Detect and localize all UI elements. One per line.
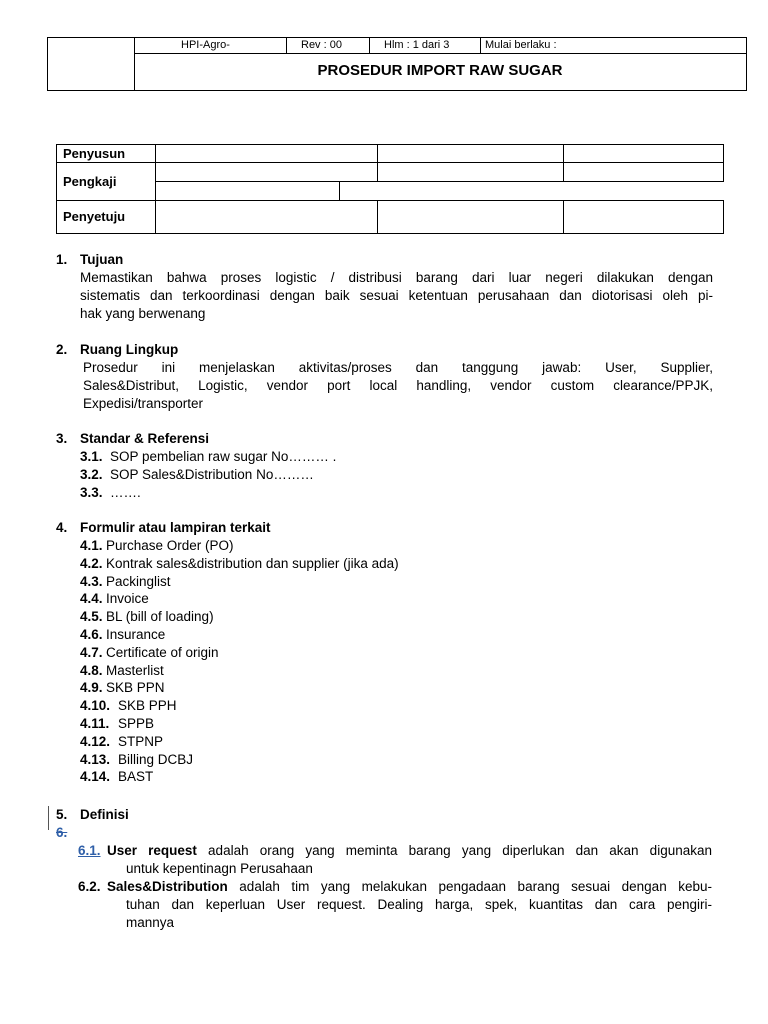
section-2-title: Ruang Lingkup: [80, 342, 179, 357]
section-2-body: [83, 359, 713, 412]
list-item: 3.1. SOP pembelian raw sugar No……… .: [80, 449, 337, 464]
page-title: PROSEDUR IMPORT RAW SUGAR: [317, 62, 563, 79]
list-item: 3.2. SOP Sales&Distribution No………: [80, 466, 314, 482]
definition-2-number: 6.2.: [78, 879, 101, 894]
penyusun-date-cell: [563, 144, 724, 163]
section-2-line-3: Expedisi/transporter: [83, 395, 204, 411]
list-item: 4.10. SKB PPH: [80, 698, 177, 714]
pengkaji-name-cell-2: [155, 181, 340, 201]
section-1-line-1: Memastikan bahwa proses logistic / distribusi barang dari luar negeri dilakukan dengan: [80, 270, 713, 285]
section-2-line-1: Prosedur ini menjelaskan aktivitas/proses dan tanggung jawab: User, Supplier,: [83, 360, 713, 375]
definition-1-line-2: untuk kepentinagn Perusahaan: [126, 861, 313, 876]
list-item: 4.7. Certificate of origin: [80, 644, 219, 660]
approval-table: [56, 144, 724, 234]
pengkaji-sign-cell: [377, 162, 564, 182]
penyetuju-name-cell: [155, 200, 378, 234]
definition-1-line-1: User request adalah orang yang meminta barang yang diperlukan dan akan digunakan: [107, 843, 712, 858]
section-1-line-2: sistematis dan terkoordinasi dengan baik sesuai ketentuan perusahaan dan diotorisasi oleh pi-: [80, 287, 713, 303]
list-item: 3.3. …….: [80, 484, 141, 500]
penyetuju-date-cell: [563, 200, 724, 234]
company-code: HPI-Agro-: [181, 39, 230, 51]
section-1-title: Tujuan: [80, 252, 124, 267]
penyusun-label: Penyusun: [56, 144, 156, 163]
definition-2-line-1: Sales&Distribution adalah tim yang melakukan pengadaan barang sesuai dengan kebu-: [107, 879, 712, 894]
list-item: 4.13. Billing DCBJ: [80, 751, 194, 767]
document-header: [47, 37, 747, 91]
penyusun-name-cell: [155, 144, 378, 163]
list-item: 4.8. Masterlist: [80, 662, 164, 678]
section-3-title: Standar & Referensi: [80, 431, 210, 446]
list-item: 4.12. STPNP: [80, 733, 164, 749]
section-5-number: 5.: [56, 807, 68, 822]
section-3-list: [80, 448, 700, 501]
definition-1-number: 6.1.: [78, 843, 101, 858]
revision-bar: [48, 806, 49, 830]
page-number: Hlm : 1 dari 3: [369, 38, 449, 53]
section-1-number: 1.: [56, 252, 68, 267]
effective-date: Mulai berlaku :: [480, 38, 557, 53]
penyetuju-sign-cell: [377, 200, 564, 234]
revision: Rev : 00: [286, 38, 342, 53]
header-meta-row: [134, 38, 746, 54]
list-item: 4.11. SPPB: [80, 715, 155, 731]
list-item: 4.2. Kontrak sales&distribution dan supplier (jika ada): [80, 555, 399, 571]
list-item: 4.1. Purchase Order (PO): [80, 538, 234, 553]
pengkaji-label: Pengkaji: [56, 162, 156, 201]
list-item: 4.5. BL (bill of loading): [80, 609, 214, 625]
pengkaji-extra-cell: [339, 181, 724, 201]
definition-2-line-2: tuhan dan keperluan User request. Dealing harga, spek, kuantitas dan cara pengiri-: [126, 897, 712, 912]
list-item: 4.3. Packinglist: [80, 573, 171, 589]
pengkaji-date-cell: [563, 162, 724, 182]
section-2-line-2: Sales&Distribut, Logistic, vendor port local handling, vendor custom clearance/PPJK,: [83, 377, 713, 393]
list-item: 4.9. SKB PPN: [80, 680, 165, 696]
section-3-number: 3.: [56, 431, 68, 446]
pengkaji-name-cell: [155, 162, 378, 182]
section-4-list: [80, 537, 700, 786]
penyetuju-label: Penyetuju: [56, 200, 156, 234]
section-4-title: Formulir atau lampiran terkait: [80, 520, 271, 535]
logo-cell: [48, 38, 135, 90]
section-5-title: Definisi: [80, 807, 129, 822]
section-1-body: [80, 269, 713, 322]
list-item: 4.6. Insurance: [80, 626, 166, 642]
section-2-number: 2.: [56, 342, 68, 357]
definition-2-line-3: mannya: [126, 915, 175, 930]
section-1-line-3: hak yang berwenang: [80, 305, 206, 321]
deleted-number: 6.: [56, 825, 68, 840]
list-item: 4.4. Invoice: [80, 591, 149, 607]
section-4-number: 4.: [56, 520, 68, 535]
list-item: 4.14. BAST: [80, 769, 154, 785]
penyusun-sign-cell: [377, 144, 564, 163]
